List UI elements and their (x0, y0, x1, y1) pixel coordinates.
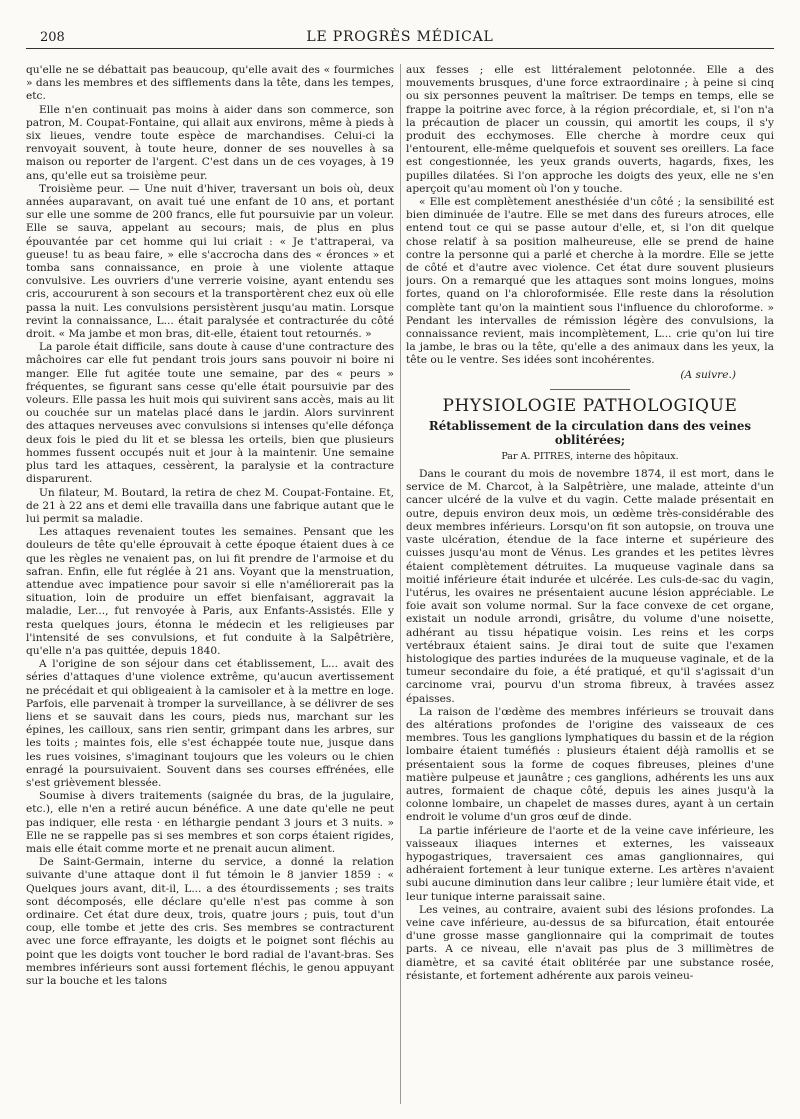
paragraph: A l'origine de son séjour dans cet établissement, L... avait des séries d'attaques d'une violence extrême, qu'aucun avertissement ne précédait et qui obligeaient à la camisoler et à la mettre en loge. Parfois, elle parvenait à tromper la surveillance, à se délivrer de ses liens et se sauvait dans les cours, pieds nus, marchant sur les épines, les cailloux, sans rien sentir, grimpant dans les arbres, sur les toits ; maintes fois, elle s'est échappée toute nue, jusque dans les rues voisines, s'imaginant toujours que les voleurs ou le chien enragé la poursuivaient. Souvent dans ses courses effrénées, elle s'est grièvement blessée. (26, 658, 394, 789)
article-body (406, 468, 774, 983)
paragraph: La raison de l'œdème des membres inférieurs se trouvait dans des altérations profondes de l'origine des vaisseaux de ces membres. Tous les ganglions lymphatiques du bassin et de la région lombaire étaient tuméfiés : plusieurs étaient déjà ramollis et se présentaient sous la forme de coques fibreuses, pleines d'une matière pulpeuse et jaunâtre ; ces ganglions, adhérents les uns aux autres, formaient de chaque côté, depuis les aines jusqu'à la colonne lombaire, un chapelet de masses dures, ayant à un certain endroit le volume d'un gros œuf de dinde. (406, 705, 774, 824)
section-title: PHYSIOLOGIE PATHOLOGIQUE (442, 395, 738, 416)
article-title: Rétablissement de la circulation dans des veines oblitérées; (428, 418, 752, 447)
paragraph: « Elle est complètement anesthésiée d'un côté ; la sensibilité est bien diminuée de l'autre. Elle se met dans des fureurs atroces, elle entend tout ce qui se passe autour d'elle, et, si l'on dit quelque chose relatif à sa position malheureuse, elle se prend de haine contre la personne qui a parlé et cherche à la mordre. Elle se jette de côté et d'autre avec violence. Cet état dure souvent plusieurs jours. On a remarqué que les attaques sont moins longues, moins fortes, quand on l'a chloroformisée. Elle reste dans la résolution complète tant qu'on la maintient sous l'influence du chloroforme. » Pendant les intervalles de rémission légère des convulsions, la connaissance revient, mais incomplètement, L... crie qu'on lui tire la jambe, le bras ou la tête, qu'elle a des animaux dans les yeux, la tête ou le ventre. Ses idées sont incohérentes. (406, 196, 774, 367)
to-be-continued: (A suivre.) (680, 368, 736, 381)
continued-case-text (406, 64, 774, 368)
paragraph: Dans le courant du mois de novembre 1874, il est mort, dans le service de M. Charcot, à la Salpêtrière, une malade, atteinte d'un cancer ulcéré de la vulve et du vagin. Cette malade présentait en outre, depuis environ deux mois, un œdème très-considérable des deux membres inférieurs. Lorsqu'on fit son autopsie, on trouva une vaste ulcération, étendue de la face interne et supérieure des cuisses jusqu'au mont de Vénus. Les grandes et les petites lèvres étaient complètement détruites. La muqueuse vaginale dans sa moitié inférieure était indurée et ulcérée. Les culs-de-sac du vagin, l'utérus, les ovaires ne présentaient aucune lésion appréciable. Le foie avait son volume normal. Sur la face convexe de cet organe, existait un nodule arrondi, grisâtre, du volume d'une noisette, adhérant au tissu hépatique voisin. Les reins et les corps vertébraux étaient sains. Je dirai tout de suite que l'examen histologique des parties indurées de la muqueuse vaginale, et de la tumeur secondaire du foie, a été pratiqué, et qu'il s'agissait d'un carcinome vrai, pourvu d'un stroma fibreux, à travées assez épaisses. (406, 468, 774, 705)
paragraph: Soumise à divers traitements (saignée du bras, de la jugulaire, etc.), elle n'en a retiré aucun bénéfice. A une date qu'elle ne peut pas indiquer, elle resta · en léthargie pendant 3 jours et 3 nuits. » Elle ne se rappelle pas si ses membres et son corps étaient rigides, mais elle était comme morte et ne prenait aucun aliment. (26, 790, 394, 855)
text-columns (26, 64, 774, 1104)
journal-title: LE PROGRÈS MÉDICAL (306, 29, 494, 45)
paragraph: qu'elle ne se débattait pas beaucoup, qu'elle avait des « fourmiches » dans les membres et des sifflements dans la tête, dans les tempes, etc. (26, 64, 394, 103)
paragraph: Troisième peur. — Une nuit d'hiver, traversant un bois où, deux années auparavant, on avait tué une enfant de 10 ans, et portant sur elle une somme de 200 francs, elle fut poursuivie par un voleur. Elle se sauva, appelant au secours; mais, de plus en plus épouvantée par cet homme qui lui criait : « Je t'attraperai, va gueuse! tu as beau faire, » elle s'accrocha dans des « éronces » et tomba sans connaissance, en proie à une violente attaque convulsive. Les ouvriers d'une verrerie voisine, ayant entendu ses cris, accoururent à son secours et la transportèrent chez eux où elle passa la nuit. Les convulsions persistèrent jusqu'au matin. Lorsque revint la connaissance, L... était paralysée et contracturée du côté droit. « Ma jambe et mon bras, dit-elle, étaient tout retournés. » (26, 182, 394, 341)
left-column (26, 64, 394, 1104)
paragraph: De Saint-Germain, interne du service, a donné la relation suivante d'une attaque dont il fut témoin le 8 janvier 1859 : « Quelques jours avant, dit-il, L... a des étourdissements ; ses traits sont décomposés, elle déclare qu'elle n'est pas comme à son ordinaire. Cet état dure deux, trois, quatre jours ; puis, tout d'un coup, elle tombe et jette des cris. Ses membres se contracturent avec une force effrayante, les doigts et le poignet sont fléchis au point que les doigts vont toucher le bord radial de l'avant-bras. Ses membres inférieurs sont aussi fortement fléchis, le genou appuyant sur la bouche et les talons (26, 856, 394, 988)
paragraph: La parole était difficile, sans doute à cause d'une contracture des mâchoires car elle fut pendant trois jours sans pouvoir ni boire ni manger. Elle fut agitée toute une semaine, par des « peurs » fréquentes, se figurant sans cesse qu'elle était poursuivie par des voleurs. Elle passa les huit mois qui suivirent sans accès, mais au lit ou couchée sur un matelas placé dans le jardin. Alors survinrent des attaques nerveuses avec convulsions si intenses qu'elle défonça deux fois le pied du lit et se blessa les orteils, bien que plusieurs hommes fussent occupés nuit et jour à la maintenir. Une semaine plus tard les attaques, cessèrent, la paralysie et la contracture disparurent. (26, 341, 394, 486)
page-header (26, 24, 774, 49)
paragraph: aux fesses ; elle est littéralement pelotonnée. Elle a des mouvements brusques, d'une force extraordinaire ; à peine si cinq ou six personnes peuvent la maîtriser. De temps en temps, elle se frappe la poitrine avec force, à la région précordiale, et, si l'on n'a la précaution de placer un coussin, qui amortit les coups, il s'y produit des ecchymoses. Elle cherche à mordre ceux qui l'entourent, elle-même quelquefois et souvent ses oreillers. La face est congestionnée, les yeux grands ouverts, hagards, fixes, les pupilles dilatées. Si l'on approche les doigts des yeux, elle ne s'en aperçoit qu'au moment où l'on y touche. (406, 64, 774, 195)
paragraph: Un filateur, M. Boutard, la retira de chez M. Coupat-Fontaine. Et, de 21 à 22 ans et demi elle travailla dans une fabrique autant que le lui permit sa maladie. (26, 486, 394, 525)
paragraph: Les attaques revenaient toutes les semaines. Pensant que les douleurs de tête qu'elle éprouvait à cette époque étaient dues à ce que les règles ne venaient pas, on lui fit prendre de l'armoise et du safran. Enfin, elle fut réglée à 21 ans. Voyant que la menstruation, attendue avec impatience pour savoir si elle n'améliorerait pas la situation, loin de produire un effet bienfaisant, aggravait la maladie, Ler..., fut renvoyée à Paris, aux Enfants-Assistés. Elle y resta quelques jours, étonna le médecin et les religieuses par l'intensité de ses convulsions, et fut conduite à la Salpêtrière, qu'elle n'a pas quittée, depuis 1840. (26, 526, 394, 657)
column-divider (400, 64, 401, 1104)
article-author: Par A. PITRES, interne des hôpitaux. (501, 450, 679, 462)
paragraph: Elle n'en continuait pas moins à aider dans son commerce, son patron, M. Coupat-Fontaine, qui allait aux environs, même à pieds à six lieues, vendre toute espèce de marchandises. Celui-ci la renvoyait souvent, à toute heure, donner de ses nouvelles à sa maison ou reporter de l'argent. C'est dans un de ces voyages, à 19 ans, qu'elle eut sa troisième peur. (26, 103, 394, 182)
right-column (406, 64, 774, 1104)
paragraph: La partie inférieure de l'aorte et de la veine cave inférieure, les vaisseaux iliaques internes et externes, les vaisseaux hypogastriques, traversaient ces amas ganglionnaires, qui adhéraient fortement à leur tunique externe. Les artères n'avaient subi aucune diminution dans leur calibre ; leur lumière était vide, et leur tunique interne paraissait saine. (406, 824, 774, 903)
paragraph: Les veines, au contraire, avaient subi des lésions profondes. La veine cave inférieure, au-dessus de sa bifurcation, était entourée d'une grosse masse ganglionnaire qui la comprimait de toutes parts. A ce niveau, elle n'avait pas plus de 3 millimètres de diamètre, et sa cavité était oblitérée par une substance rosée, résistante, et fortement adhérente aux parois veineu- (406, 903, 774, 982)
page-number: 208 (40, 30, 65, 45)
section-divider (550, 389, 630, 390)
